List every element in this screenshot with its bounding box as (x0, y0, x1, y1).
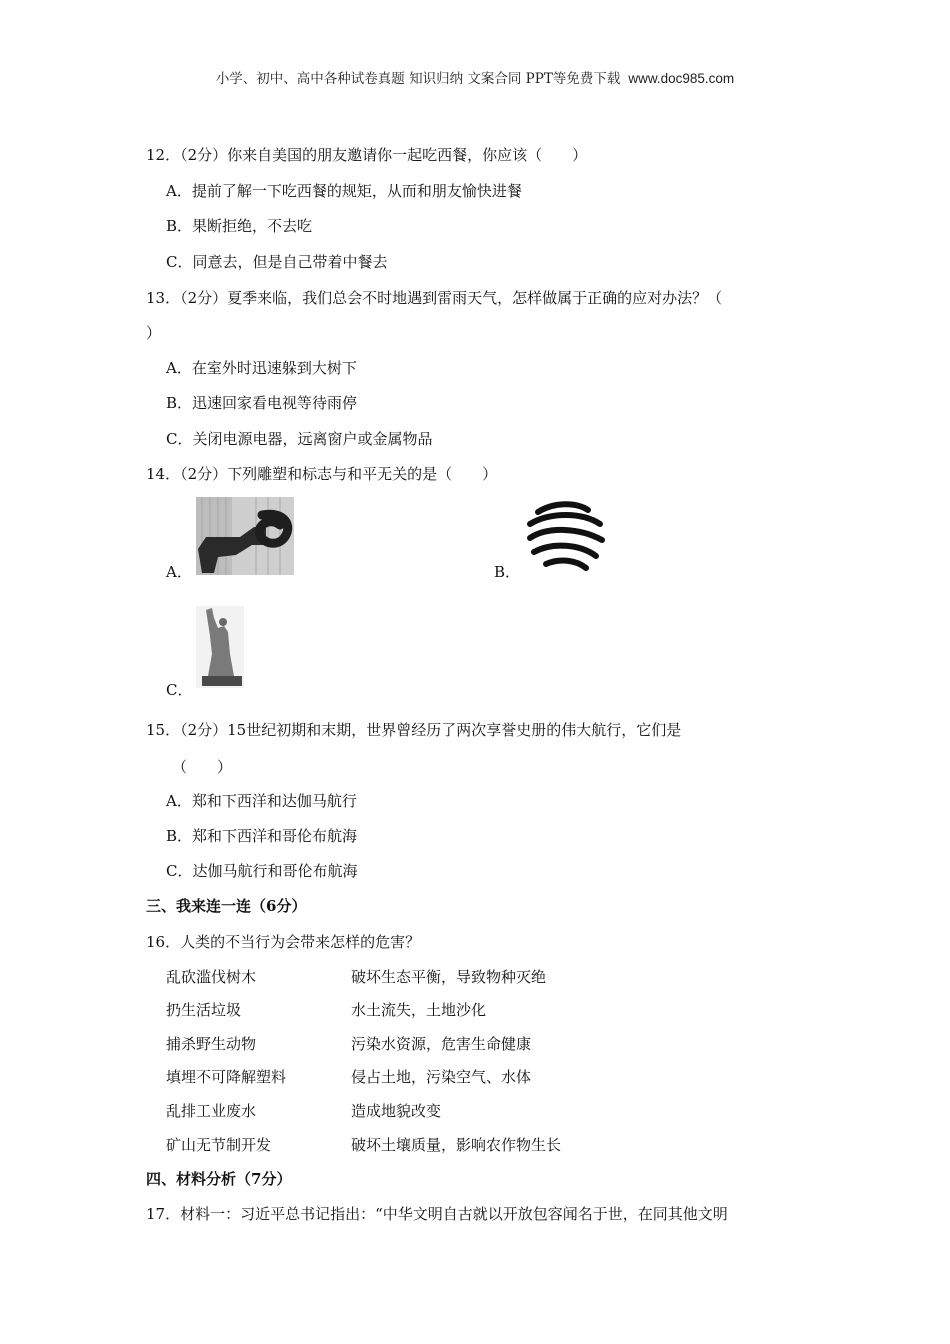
question-13-option-c: C．关闭电源电器，远离窗户或金属物品 (166, 430, 433, 448)
question-12-option-a: A．提前了解一下吃西餐的规矩，从而和朋友愉快进餐 (166, 182, 522, 200)
match-left-item: 扔生活垃圾 (166, 1001, 242, 1019)
question-13-option-a: A．在室外时迅速躲到大树下 (166, 359, 357, 377)
question-14-option-c: C． (166, 681, 193, 699)
match-right-item: 破坏土壤质量，影响农作物生长 (351, 1136, 562, 1154)
section-3-title: 三、我来连一连（6分） (146, 897, 307, 915)
match-left-item: 填埋不可降解塑料 (166, 1068, 287, 1086)
knotted-gun-sculpture-image (196, 497, 294, 575)
question-13-option-b: B．迅速回家看电视等待雨停 (166, 394, 358, 412)
match-left-item: 乱排工业废水 (166, 1102, 257, 1120)
question-12-option-b: B．果断拒绝，不去吃 (166, 217, 313, 235)
question-15-option-c: C．达伽马航行和哥伦布航海 (166, 862, 358, 880)
header-site: www.doc985.com (628, 71, 735, 86)
question-17-stem: 17．材料一：习近平总书记指出：“中华文明自古就以开放包容闻名于世，在同其他文明 (146, 1205, 728, 1223)
question-14-stem: 14．（2分）下列雕塑和标志与和平无关的是（ ） (146, 465, 498, 483)
question-13-stem: 13．（2分）夏季来临，我们总会不时地遇到雷雨天气，怎样做属于正确的应对办法？（ (146, 289, 723, 307)
question-15-stem-cont: （ ） (172, 758, 233, 776)
match-right-item: 污染水资源，危害生命健康 (351, 1035, 532, 1053)
page-header (0, 67, 950, 87)
question-15-option-b: B．郑和下西洋和哥伦布航海 (166, 827, 358, 845)
section-4-title: 四、材料分析（7分） (146, 1170, 292, 1188)
question-15-stem: 15．（2分）15世纪初期和末期，世界曾经历了两次享誉史册的伟大航行，它们是 (146, 721, 682, 739)
question-16-stem: 16．人类的不当行为会带来怎样的危害？ (146, 933, 421, 951)
match-right-item: 侵占土地，污染空气、水体 (351, 1068, 532, 1086)
question-14-option-b: B． (494, 563, 521, 581)
match-left-item: 矿山无节制开发 (166, 1136, 272, 1154)
match-right-item: 水土流失，土地沙化 (351, 1001, 487, 1019)
question-12-option-c: C．同意去，但是自己带着中餐去 (166, 253, 388, 271)
question-12-stem: 12．（2分）你来自美国的朋友邀请你一起吃西餐，你应该（ ） (146, 146, 588, 164)
statue-figure-image (196, 606, 244, 688)
wto-logo-image (524, 498, 608, 574)
match-right-item: 造成地貌改变 (351, 1102, 442, 1120)
question-14-option-a: A． (166, 563, 192, 581)
question-13-stem-cont: ） (146, 324, 162, 342)
match-left-item: 捕杀野生动物 (166, 1035, 257, 1053)
question-15-option-a: A．郑和下西洋和达伽马航行 (166, 792, 357, 810)
match-right-item: 破坏生态平衡，导致物种灭绝 (351, 968, 547, 986)
header-text: 小学、初中、高中各种试卷真题 知识归纳 文案合同 PPT等免费下载 (215, 71, 621, 87)
match-left-item: 乱砍滥伐树木 (166, 968, 257, 986)
